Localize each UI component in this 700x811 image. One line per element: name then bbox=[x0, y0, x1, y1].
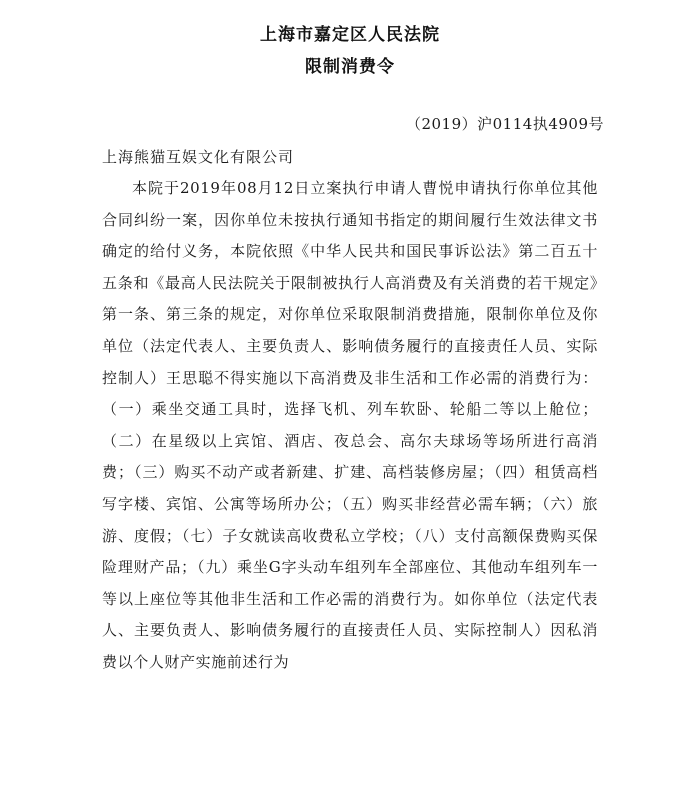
court-name-heading: 上海市嘉定区人民法院 bbox=[260, 25, 440, 45]
body-paragraph: 本院于2019年08月12日立案执行申请人曹悦申请执行你单位其他合同纠纷一案，因你单位未按执行通知书指定的期间履行生效法律文书确定的给付义务，本院依照《中华人民共和国民事诉讼法》第二百五十五条和《最高人民法院关于限制被执行人高消费及有关消费的若干规定》第一条、第三条的规定，对你单位采取限制消费措施，限制你单位及你单位（法定代表人、主要负责人、影响债务履行的直接责任人员、实际控制人）王思聪不得实施以下高消费及非生活和工作必需的消费行为：（一）乘坐交通工具时，选择飞机、列车软卧、轮船二等以上舱位；（二）在星级以上宾馆、酒店、夜总会、高尔夫球场等场所进行高消费；（三）购买不动产或者新建、扩建、高档装修房屋；（四）租赁高档写字楼、宾馆、公寓等场所办公；（五）购买非经营必需车辆；（六）旅游、度假；（七）子女就读高收费私立学校；（八）支付高额保费购买保险理财产品；（九）乘坐G字头动车组列车全部座位、其他动车组列车一等以上座位等其他非生活和工作必需的消费行为。如你单位（法定代表人、主要负责人、影响债务履行的直接责任人员、实际控制人）因私消费以个人财产实施前述行为 bbox=[102, 179, 598, 671]
case-number: （2019）沪0114执4909号 bbox=[405, 115, 604, 133]
document-title: 限制消费令 bbox=[305, 57, 395, 77]
addressee: 上海熊猫互娱文化有限公司 bbox=[102, 148, 295, 166]
